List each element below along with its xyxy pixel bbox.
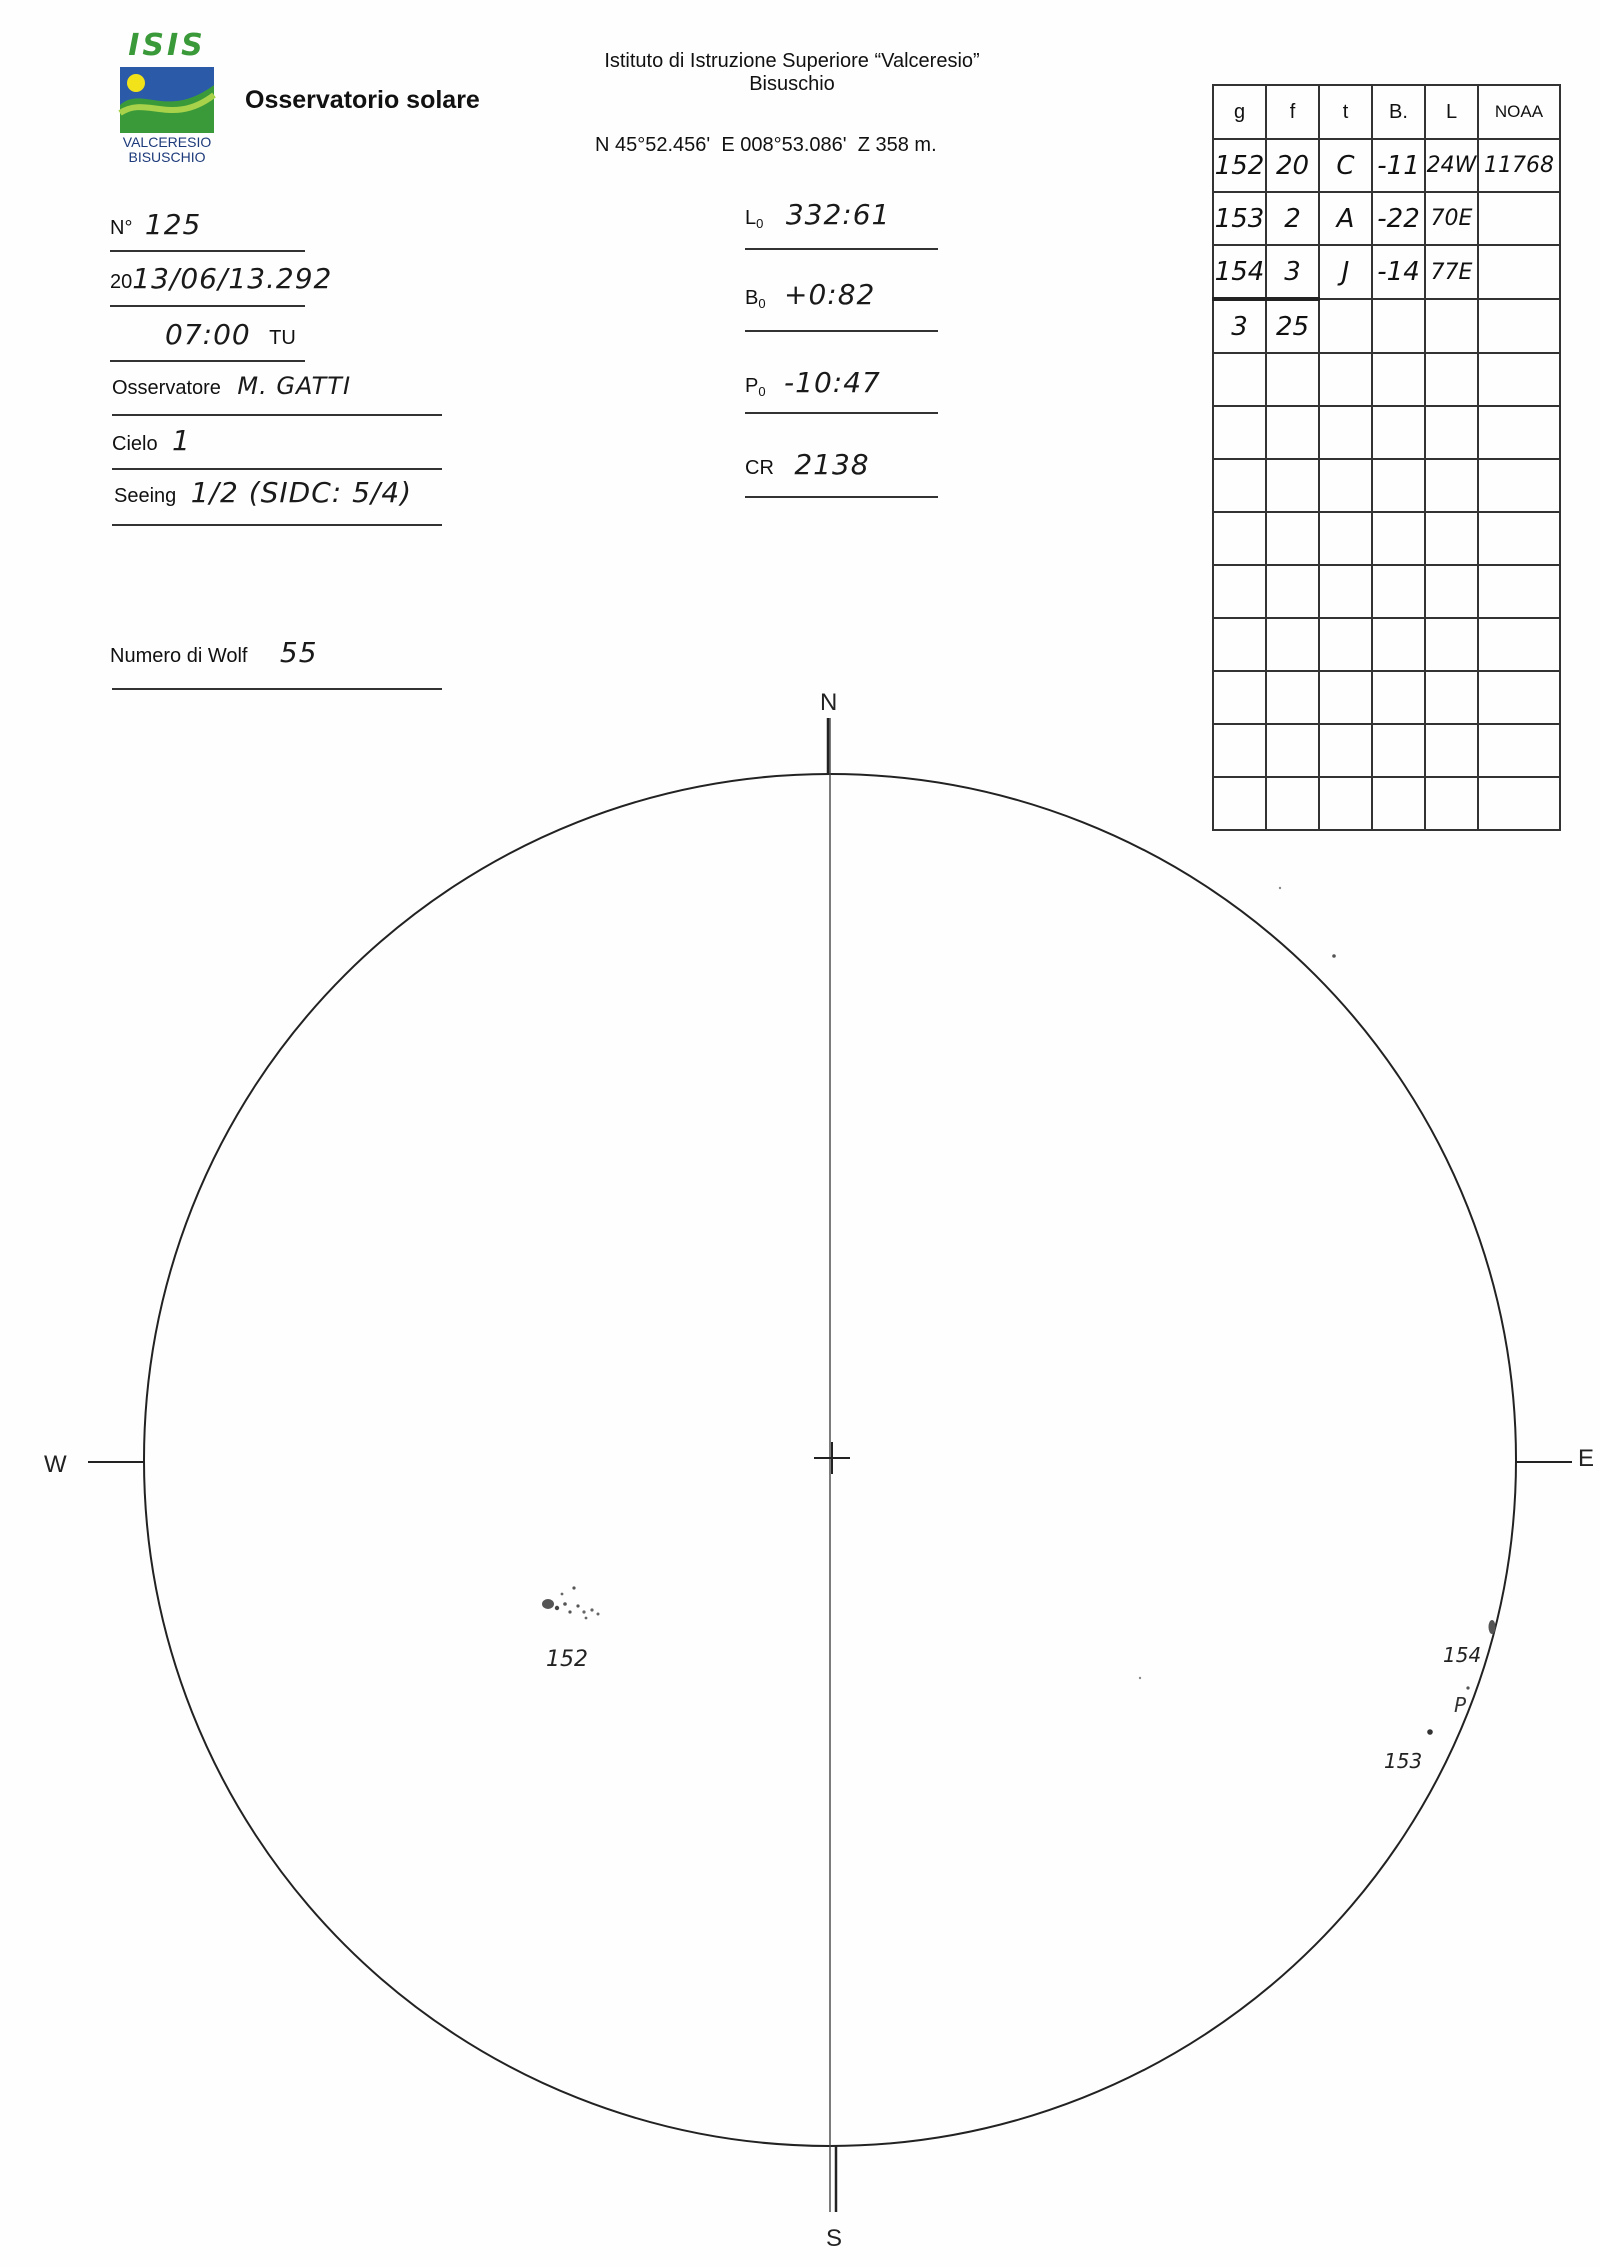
ephemeris-l0: $L_0$ 332:61 bbox=[745, 198, 891, 232]
column-header: B. bbox=[1372, 85, 1425, 139]
record-seeing: Seeing 1/2 (SIDC: 5/4) bbox=[114, 476, 413, 509]
institute-name: Istituto di Istruzione Superiore “Valceresio” Bisuschio bbox=[604, 50, 980, 95]
table-cell: C bbox=[1319, 139, 1372, 192]
table-cell: A bbox=[1319, 192, 1372, 245]
table-cell: 154 bbox=[1213, 245, 1266, 299]
table-cell: 2 bbox=[1266, 192, 1319, 245]
ephemeris-p0: $P_0$ -10:47 bbox=[745, 366, 881, 400]
table-cell: J bbox=[1319, 245, 1372, 299]
stray-mark bbox=[1279, 887, 1281, 889]
record-date: 2013/06/13.292 bbox=[110, 262, 333, 295]
column-header: L bbox=[1425, 85, 1478, 139]
sunspot-group-label: 154 bbox=[1443, 1643, 1482, 1667]
cardinal-north: N bbox=[820, 689, 838, 716]
record-number: N° 125 bbox=[110, 208, 202, 241]
table-cell: 153 bbox=[1213, 192, 1266, 245]
column-header: t bbox=[1319, 85, 1372, 139]
record-time: 07:00 TU bbox=[165, 318, 296, 351]
record-sky: Cielo 1 bbox=[112, 424, 191, 457]
table-cell: 77E bbox=[1425, 245, 1478, 299]
table-cell: 25 bbox=[1266, 299, 1319, 353]
table-cell: -14 bbox=[1372, 245, 1425, 299]
table-cell: 11768 bbox=[1478, 139, 1560, 192]
table-cell: 20 bbox=[1266, 139, 1319, 192]
cardinal-east: E bbox=[1578, 1445, 1595, 1472]
wolf-number: Numero di Wolf 55 bbox=[110, 636, 318, 669]
table-cell: 152 bbox=[1213, 139, 1266, 192]
stray-mark bbox=[1139, 1677, 1141, 1679]
logo-subtitle: VALCERESIO BISUSCHIO bbox=[122, 134, 212, 165]
cardinal-west: W bbox=[44, 1451, 67, 1478]
sunspot-group-154 bbox=[1489, 1620, 1496, 1634]
observatory-title: Osservatorio solare bbox=[245, 86, 480, 114]
column-header: f bbox=[1266, 85, 1319, 139]
ephemeris-cr: CR 2138 bbox=[745, 448, 870, 481]
penumbra-mark: P bbox=[1454, 1693, 1467, 1717]
column-header: g bbox=[1213, 85, 1266, 139]
column-header: NOAA bbox=[1478, 85, 1560, 139]
record-observer: Osservatore M. GATTI bbox=[112, 372, 352, 400]
stray-mark bbox=[1332, 954, 1336, 958]
table-cell: 3 bbox=[1213, 299, 1266, 353]
sunspot-group-label: 152 bbox=[546, 1647, 588, 1672]
table-cell: 3 bbox=[1266, 245, 1319, 299]
logo-text: ISIS bbox=[128, 28, 206, 63]
ephemeris-b0: $B_0$ +0:82 bbox=[745, 278, 876, 312]
table-cell: -22 bbox=[1372, 192, 1425, 245]
sunspot-group-152 bbox=[542, 1586, 600, 1619]
cardinal-south: S bbox=[826, 2225, 843, 2252]
table-cell: 70E bbox=[1425, 192, 1478, 245]
site-coordinates: N 45°52.456' E 008°53.086' Z 358 m. bbox=[595, 134, 937, 156]
table-cell: -11 bbox=[1372, 139, 1425, 192]
sunspot-group-label: 153 bbox=[1384, 1749, 1423, 1773]
table-cell: 24W bbox=[1425, 139, 1478, 192]
